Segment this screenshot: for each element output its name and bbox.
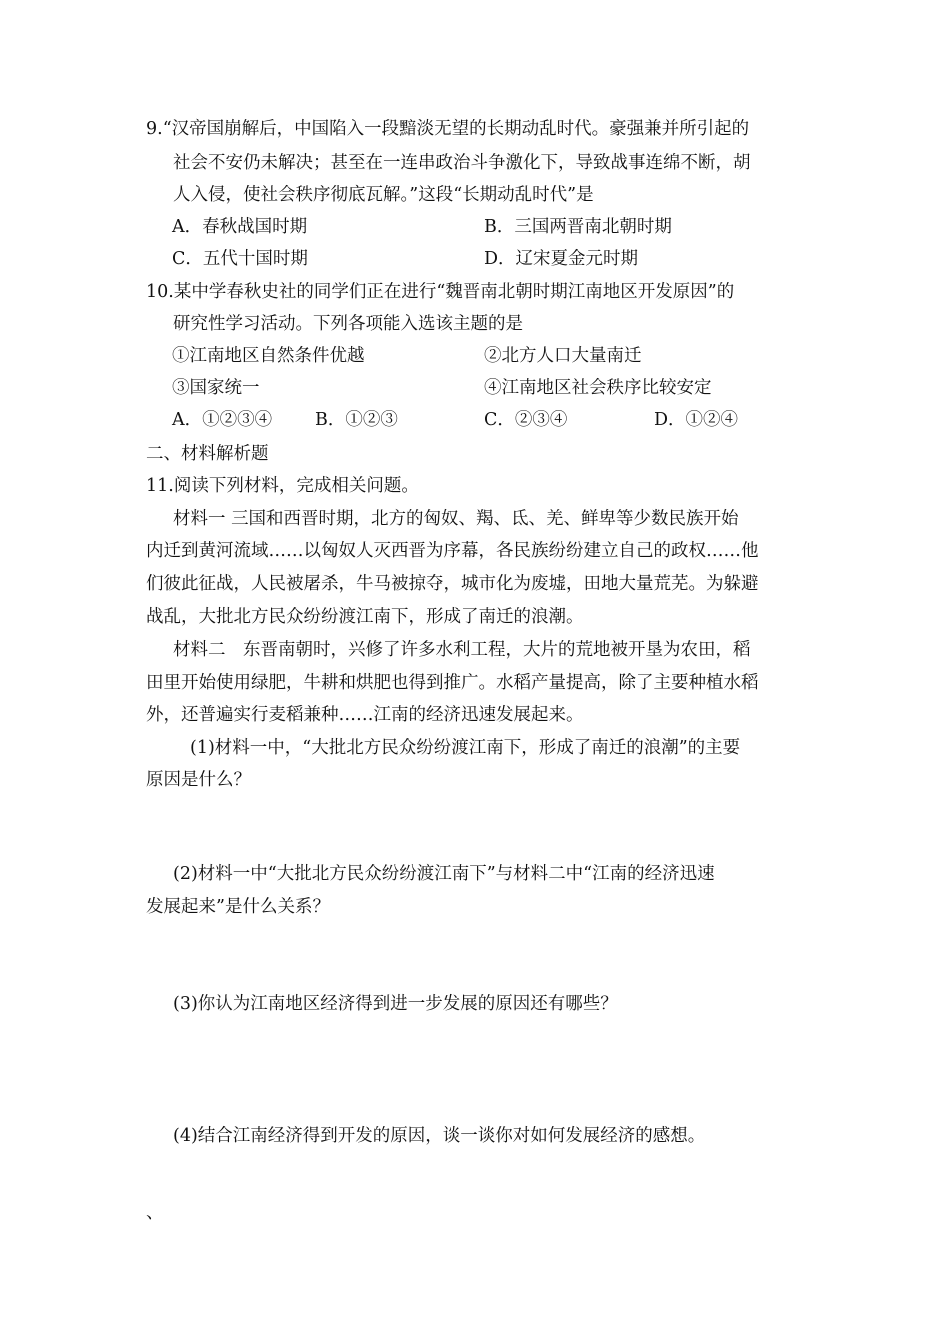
q10-stem-line-1: 10.某中学春秋史社的同学们正在进行“魏晋南北朝时期江南地区开发原因”的 bbox=[146, 282, 735, 302]
q11-sub3: (3)你认为江南地区经济得到进一步发展的原因还有哪些？ bbox=[173, 994, 618, 1014]
q11-sub4: (4)结合江南经济得到开发的原因，谈一谈你对如何发展经济的感想。 bbox=[173, 1126, 706, 1146]
section-title: 二、材料解析题 bbox=[146, 444, 269, 464]
q9-option-a: A．春秋战国时期 bbox=[172, 217, 308, 237]
q10-item-1: ①江南地区自然条件优越 bbox=[172, 346, 365, 366]
material1-line-1: 材料一 三国和西晋时期，北方的匈奴、羯、氐、羌、鲜卑等少数民族开始 bbox=[173, 509, 739, 529]
q10-stem-line-2: 研究性学习活动。下列各项能入选该主题的是 bbox=[173, 314, 523, 334]
q9-stem-line-1: 9.“汉帝国崩解后，中国陷入一段黯淡无望的长期动乱时代。豪强兼并所引起的 bbox=[146, 119, 750, 139]
q11-sub2-line-2: 发展起来”是什么关系？ bbox=[146, 897, 330, 917]
material1-line-2: 内迁到黄河流域……以匈奴人灭西晋为序幕，各民族纷纷建立自己的政权……他 bbox=[146, 541, 759, 561]
material2-line-2: 田里开始使用绿肥，牛耕和烘肥也得到推广。水稻产量提高，除了主要种植水稻 bbox=[146, 673, 759, 693]
q9-stem-line-2: 社会不安仍未解决；甚至在一连串政治斗争激化下，导致战事连绵不断，胡 bbox=[173, 153, 751, 173]
material1-line-4: 战乱，大批北方民众纷纷渡江南下，形成了南迁的浪潮。 bbox=[146, 607, 584, 627]
q10-option-b: B．①②③ bbox=[315, 410, 398, 430]
material2-line-3: 外，还普遍实行麦稻兼种……江南的经济迅速发展起来。 bbox=[146, 705, 584, 725]
q9-option-c: C．五代十国时期 bbox=[172, 249, 308, 269]
material2-line-1: 材料二 东晋南朝时，兴修了许多水利工程，大片的荒地被开垦为农田，稻 bbox=[173, 640, 751, 660]
q10-option-a: A．①②③④ bbox=[172, 410, 273, 430]
q9-option-d: D．辽宋夏金元时期 bbox=[484, 249, 639, 269]
q10-item-2: ②北方人口大量南迁 bbox=[484, 346, 642, 366]
q10-item-4: ④江南地区社会秩序比较安定 bbox=[484, 378, 712, 398]
trailing-mark: 、 bbox=[146, 1203, 164, 1223]
q11-sub2-line-1: (2)材料一中“大批北方民众纷纷渡江南下”与材料二中“江南的经济迅速 bbox=[173, 864, 715, 884]
q11-sub1-line-2: 原因是什么？ bbox=[146, 770, 251, 790]
q11-intro: 11.阅读下列材料，完成相关问题。 bbox=[146, 476, 419, 496]
q9-stem-line-3: 人入侵，使社会秩序彻底瓦解。”这段“长期动乱时代”是 bbox=[173, 185, 594, 205]
q11-sub1-line-1: (1)材料一中，“大批北方民众纷纷渡江南下，形成了南迁的浪潮”的主要 bbox=[190, 738, 741, 758]
q10-item-3: ③国家统一 bbox=[172, 378, 260, 398]
q10-option-d: D．①②④ bbox=[654, 410, 739, 430]
q10-option-c: C．②③④ bbox=[484, 410, 568, 430]
q9-option-b: B．三国两晋南北朝时期 bbox=[484, 217, 672, 237]
material1-line-3: 们彼此征战，人民被屠杀，牛马被掠夺，城市化为废墟，田地大量荒芜。为躲避 bbox=[146, 574, 759, 594]
